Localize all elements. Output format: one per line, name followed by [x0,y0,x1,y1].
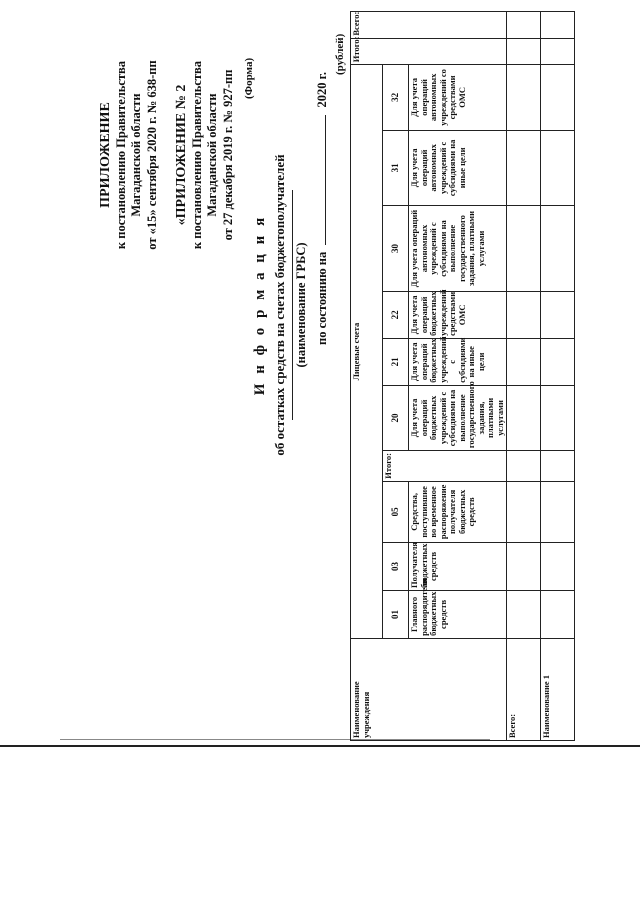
document-subtitle: об остатках средств на счетах бюджетополучателей [272,154,287,456]
decree-line-3: от «15» сентября 2020 г. № 638-пп [144,60,159,250]
desc-01: Главного распорядителя бюджетных средств [409,590,507,638]
group-accounts-header: Лицевые счета [351,65,383,639]
appendix2-title: «ПРИЛОЖЕНИЕ № 2 [174,84,189,226]
decree-line-1: к постановлению Правительства [113,60,128,250]
decree2-line-3: от 27 декабря 2019 г. № 927-пп [220,69,235,241]
code-30: 30 [383,206,409,292]
header-block [98,25,236,285]
decree-line-2: Магаданской области [129,93,143,217]
desc-21: Для учета операций бюджетных учреждений с субсидиями на иные цели [409,338,507,385]
col-name-header: Наименование учреждения [351,638,507,740]
row-label-name1: Наименование 1 [541,638,575,740]
header-row-1 [351,12,383,741]
code-01: 01 [383,590,409,638]
as-of-date-line [313,35,330,345]
form-label: (Форма) [243,57,255,99]
scan-edge-line [0,745,640,747]
desc-32: Для учета операций автономных учреждений со средствами ОМС [409,65,507,130]
code-32: 32 [383,65,409,130]
col-vsego: Всего: [351,12,507,39]
grbs-underline [292,190,293,420]
desc-05: Средства, поступившие во временное распоряжение получателя бюджетных средств [409,481,507,542]
desc-20: Для учета операций бюджетных учреждений с субсидиями на выполнение государственного задания, платными услугами [409,385,507,450]
desc-31: Для учета операций автономных учреждений с субсидиями на иные цели [409,130,507,206]
date-blank [313,115,326,245]
grbs-caption: (наименование ГРБС) [294,242,308,368]
decree2-line-1: к постановлению Правительства [189,60,204,250]
col-itogo-right: Итого: [351,38,507,65]
header-row-codes [383,12,409,741]
table-row [507,12,541,741]
as-of-year: 2020 г. [315,72,329,108]
header-row-descriptions [409,12,507,741]
code-22: 22 [383,291,409,338]
appendix-title: ПРИЛОЖЕНИЕ [98,102,113,208]
code-21: 21 [383,338,409,385]
row-label-total: Всего: [507,638,541,740]
code-20: 20 [383,385,409,450]
desc-03: Получателя бюджетных средств [409,542,507,590]
code-05: 05 [383,481,409,542]
units-label: (рублей) [334,33,346,75]
desc-30: Для учета операций автономных учреждений с субсидиями на выполнение государственного задания, платными услугами [409,206,507,292]
code-03: 03 [383,542,409,590]
code-31: 31 [383,130,409,206]
document-title: И н ф о р м а ц и я [252,214,268,396]
as-of-prefix: по состоянию на [315,251,329,345]
col-itogo-mid: Итого: [383,451,507,482]
balances-table [350,11,575,741]
decree2-line-2: Магаданской области [205,93,219,217]
table-row [541,12,575,741]
desc-22: Для учета операций бюджетных учреждений средствами ОМС [409,291,507,338]
